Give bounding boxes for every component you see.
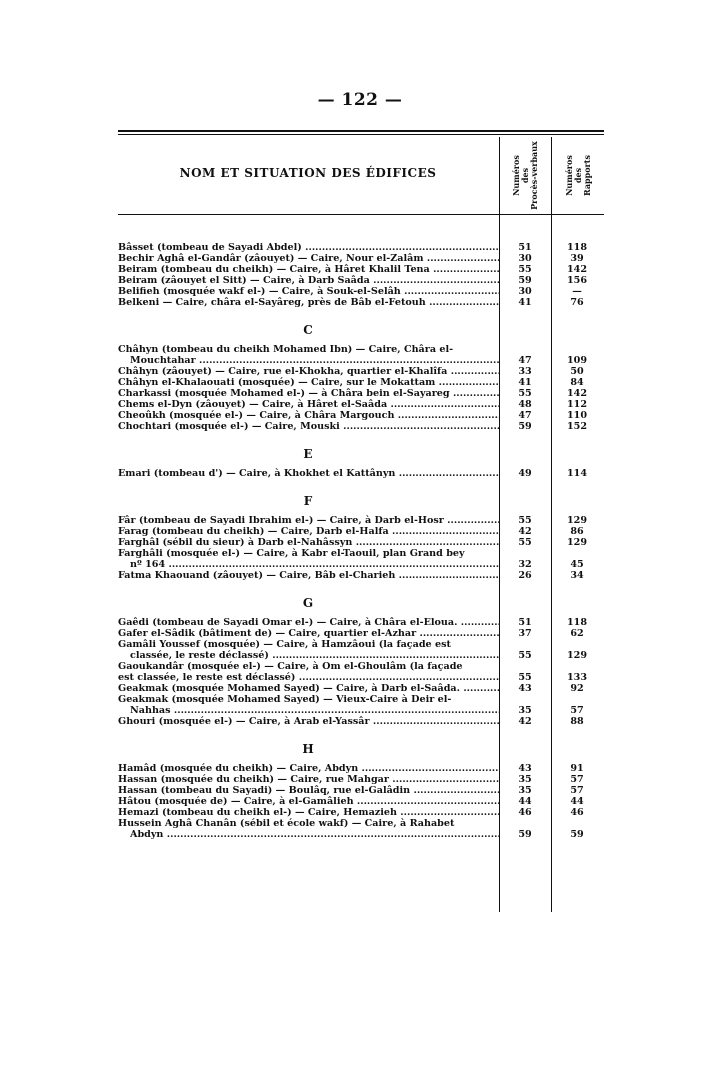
index-entry xyxy=(118,377,604,388)
index-entry xyxy=(118,344,604,366)
index-entry xyxy=(118,388,604,399)
index-entry xyxy=(118,763,604,774)
header-col1-line: Numéros xyxy=(511,154,522,196)
entry-name xyxy=(118,286,499,297)
entry-line: Beiram (zâouyet el Sitt) — Caire, à Darb Saâda ..... xyxy=(118,275,499,286)
index-entry xyxy=(118,774,604,785)
entry-line: Emari (tombeau d') — Caire, à Khokhet el Kattânyn ..... xyxy=(118,468,499,479)
rapport-number: 57 xyxy=(570,705,584,716)
entry-line: nº 164 ..... xyxy=(118,559,499,570)
rapport-number: 114 xyxy=(566,468,588,479)
rapport-number: 129 xyxy=(566,515,588,526)
entry-name xyxy=(118,421,499,432)
rapport-number: 133 xyxy=(566,672,588,683)
entry-name xyxy=(118,716,499,727)
rapport-number: 57 xyxy=(570,785,584,796)
entry-line: Charkassi (mosquée Mohamed el-) — à Châra bein el-Sayareg ..... xyxy=(118,388,499,399)
index-entry xyxy=(118,515,604,526)
rapport-number: 45 xyxy=(570,559,584,570)
proces-verbal-number: 30 xyxy=(518,286,532,297)
index-entry xyxy=(118,683,604,694)
entry-name xyxy=(118,628,499,639)
entry-name xyxy=(118,297,499,308)
entry-name xyxy=(118,253,499,264)
top-rule xyxy=(118,130,604,132)
rapport-number: 129 xyxy=(566,537,588,548)
proces-verbal-number: 43 xyxy=(518,683,532,694)
index-entry xyxy=(118,286,604,297)
rapport-number: 59 xyxy=(570,829,584,840)
rapport-number: 110 xyxy=(566,410,588,421)
proces-verbal-number: 59 xyxy=(518,421,532,432)
entry-line: Belifieh (mosquée wakf el-) — Caire, à Souk-el-Selâh ..... xyxy=(118,286,499,297)
section-letter: C xyxy=(303,323,313,337)
rapport-number: 76 xyxy=(570,297,584,308)
rapport-number: 46 xyxy=(570,807,584,818)
index-entry xyxy=(118,716,604,727)
entry-name xyxy=(118,537,499,548)
entry-line: Fatma Khaouand (zâouyet) — Caire, Bâb el-Charieh ..... xyxy=(118,570,499,581)
entry-name xyxy=(118,388,499,399)
table-header-proces-verbaux xyxy=(500,138,551,212)
entry-line: Bechir Aghâ el-Gandâr (zâouyet) — Caire, Nour el-Zalâm ..... xyxy=(118,253,499,264)
entry-line: Hassan (tombeau du Sayadi) — Boulâq, rue el-Galâdin ..... xyxy=(118,785,499,796)
rapport-number: 118 xyxy=(566,242,588,253)
header-col2-line: des xyxy=(572,167,583,183)
rapport-number: — xyxy=(572,286,582,297)
entry-line: Abdyn ..... xyxy=(118,829,499,840)
entry-name xyxy=(118,807,499,818)
entry-line: Hussein Aghâ Chanân (sébil et école wakf) — Caire, à Rahabet xyxy=(118,818,455,829)
section-letter: F xyxy=(303,494,313,508)
entry-line: Bâsset (tombeau de Sayadi Abdel) ..... xyxy=(118,242,499,253)
index-entry xyxy=(118,264,604,275)
entry-name xyxy=(118,683,499,694)
entry-line: Chochtari (mosquée el-) — Caire, Mouski ..... xyxy=(118,421,499,432)
proces-verbal-number: 48 xyxy=(518,399,532,410)
index-entry xyxy=(118,818,604,840)
entry-name xyxy=(118,468,499,479)
index-entry xyxy=(118,526,604,537)
proces-verbal-number: 26 xyxy=(518,570,532,581)
rapport-number: 112 xyxy=(566,399,588,410)
section-letter: G xyxy=(302,596,314,610)
index-entry xyxy=(118,548,604,570)
proces-verbal-number: 55 xyxy=(518,515,532,526)
proces-verbal-number: 59 xyxy=(518,829,532,840)
entry-name xyxy=(118,264,499,275)
table-header-rapports xyxy=(552,138,604,212)
rapport-number: 34 xyxy=(570,570,584,581)
header-col2-line: Rapports xyxy=(581,154,592,196)
entry-line: Mouchtahar ..... xyxy=(118,355,499,366)
entry-line: Fâr (tombeau de Sayadi Ibrahim el-) — Caire, à Darb el-Hosr ..... xyxy=(118,515,499,526)
entry-line: Hassan (mosquée du cheikh) — Caire, rue Mahgar ..... xyxy=(118,774,499,785)
entry-name xyxy=(118,639,499,661)
proces-verbal-number: 46 xyxy=(518,807,532,818)
index-entry xyxy=(118,421,604,432)
section-letter: H xyxy=(302,742,314,756)
proces-verbal-number: 37 xyxy=(518,628,532,639)
index-entry xyxy=(118,410,604,421)
entry-line: Gaêdi (tombeau de Sayadi Omar el-) — Caire, à Châra el-Eloua. ..... xyxy=(118,617,499,628)
entry-line: Hamâd (mosquée du cheikh) — Caire, Abdyn ..... xyxy=(118,763,499,774)
entry-name xyxy=(118,344,499,366)
proces-verbal-number: 55 xyxy=(518,388,532,399)
entry-line: Gamâli Youssef (mosquée) — Caire, à Hamzâoui (la façade est xyxy=(118,639,451,650)
entry-name xyxy=(118,570,499,581)
index-entry xyxy=(118,639,604,661)
entry-name xyxy=(118,410,499,421)
rapport-number: 129 xyxy=(566,650,588,661)
rapport-number: 92 xyxy=(570,683,584,694)
proces-verbal-number: 51 xyxy=(518,617,532,628)
entry-line: Farghâli (mosquée el-) — Caire, à Kabr el-Taouil, plan Grand bey xyxy=(118,548,465,559)
proces-verbal-number: 55 xyxy=(518,650,532,661)
index-entry xyxy=(118,399,604,410)
proces-verbal-number: 44 xyxy=(518,796,532,807)
entry-name xyxy=(118,366,499,377)
proces-verbal-number: 32 xyxy=(518,559,532,570)
rapport-number: 84 xyxy=(570,377,584,388)
index-entry xyxy=(118,537,604,548)
entry-name xyxy=(118,694,499,716)
entry-line: Farag (tombeau du cheikh) — Caire, Darb el-Halfa ..... xyxy=(118,526,499,537)
rapport-number: 57 xyxy=(570,774,584,785)
table-header-title: NOM ET SITUATION DES ÉDIFICES xyxy=(179,166,437,180)
entry-line: Hemazi (tombeau du cheikh el-) — Caire, Hemazieh ..... xyxy=(118,807,499,818)
proces-verbal-number: 33 xyxy=(518,366,532,377)
entry-name xyxy=(118,526,499,537)
entry-line: Gafer el-Sâdik (bâtiment de) — Caire, quartier el-Azhar ..... xyxy=(118,628,499,639)
header-col1-line: Procès-verbaux xyxy=(529,140,540,210)
header-col1-line: des xyxy=(520,167,531,183)
index-entry xyxy=(118,661,604,683)
proces-verbal-number: 35 xyxy=(518,774,532,785)
index-entry xyxy=(118,275,604,286)
index-table-body xyxy=(118,242,604,840)
entry-line: Nahhas ..... xyxy=(118,705,499,716)
proces-verbal-number: 49 xyxy=(518,468,532,479)
index-entry xyxy=(118,694,604,716)
entry-name xyxy=(118,377,499,388)
rapport-number: 142 xyxy=(566,388,588,399)
entry-name xyxy=(118,275,499,286)
index-entry xyxy=(118,785,604,796)
entry-line: Chems el-Dyn (zâouyet) — Caire, à Hâret el-Saâda ..... xyxy=(118,399,499,410)
entry-name xyxy=(118,515,499,526)
proces-verbal-number: 55 xyxy=(518,672,532,683)
proces-verbal-number: 59 xyxy=(518,275,532,286)
proces-verbal-number: 41 xyxy=(518,297,532,308)
proces-verbal-number: 42 xyxy=(518,526,532,537)
proces-verbal-number: 55 xyxy=(518,264,532,275)
index-entry xyxy=(118,366,604,377)
entry-line: Ghouri (mosquée el-) — Caire, à Arab el-Yassâr ..... xyxy=(118,716,499,727)
header-col2-line: Numéros xyxy=(563,154,574,196)
proces-verbal-number: 35 xyxy=(518,705,532,716)
entry-name xyxy=(118,242,499,253)
entry-line: Geakmak (mosquée Mohamed Sayed) — Vieux-Caire à Deir el- xyxy=(118,694,452,705)
entry-line: Geakmak (mosquée Mohamed Sayed) — Caire, à Darb el-Saâda. ..... xyxy=(118,683,499,694)
index-entry xyxy=(118,468,604,479)
index-entry xyxy=(118,253,604,264)
entry-line: Châhyn el-Khalaouati (mosquée) — Caire, sur le Mokattam ..... xyxy=(118,377,499,388)
index-entry xyxy=(118,628,604,639)
rapport-number: 50 xyxy=(570,366,584,377)
rapport-number: 156 xyxy=(566,275,588,286)
entry-line: Hâtou (mosquée de) — Caire, à el-Gamâlieh ..... xyxy=(118,796,499,807)
proces-verbal-number: 30 xyxy=(518,253,532,264)
entry-line: Farghâl (sébil du sieur) à Darb el-Nahâssyn ..... xyxy=(118,537,499,548)
entry-name xyxy=(118,796,499,807)
entry-line: Gaoukandâr (mosquée el-) — Caire, à Om el-Ghoulâm (la façade xyxy=(118,661,463,672)
entry-line: Belkeni — Caire, châra el-Sayâreg, près de Bâb el-Fetouh ..... xyxy=(118,297,499,308)
entry-line: Beiram (tombeau du cheikh) — Caire, à Hâret Khalil Tena ..... xyxy=(118,264,499,275)
proces-verbal-number: 47 xyxy=(518,410,532,421)
proces-verbal-number: 42 xyxy=(518,716,532,727)
proces-verbal-number: 35 xyxy=(518,785,532,796)
proces-verbal-number: 43 xyxy=(518,763,532,774)
top-rule-thin xyxy=(118,134,604,135)
entry-name xyxy=(118,785,499,796)
index-entry xyxy=(118,807,604,818)
proces-verbal-number: 41 xyxy=(518,377,532,388)
rapport-number: 152 xyxy=(566,421,588,432)
proces-verbal-number: 47 xyxy=(518,355,532,366)
entry-line: classée, le reste déclassé) ..... xyxy=(118,650,499,661)
section-letter: E xyxy=(303,447,313,461)
rapport-number: 44 xyxy=(570,796,584,807)
rapport-number: 142 xyxy=(566,264,588,275)
entry-line: Cheoûkh (mosquée el-) — Caire, à Châra Margouch ..... xyxy=(118,410,499,421)
entry-line: Châhyn (tombeau du cheikh Mohamed Ibn) — Caire, Châra el- xyxy=(118,344,454,355)
rapport-number: 62 xyxy=(570,628,584,639)
entry-line: Châhyn (zâouyet) — Caire, rue el-Khokha, quartier el-Khalîfa ..... xyxy=(118,366,499,377)
index-entry xyxy=(118,617,604,628)
entry-name xyxy=(118,763,499,774)
rapport-number: 118 xyxy=(566,617,588,628)
index-entry xyxy=(118,796,604,807)
proces-verbal-number: 51 xyxy=(518,242,532,253)
entry-name xyxy=(118,818,499,840)
entry-name xyxy=(118,661,499,683)
proces-verbal-number: 55 xyxy=(518,537,532,548)
entry-name xyxy=(118,548,499,570)
index-entry xyxy=(118,297,604,308)
rapport-number: 109 xyxy=(566,355,588,366)
index-entry xyxy=(118,570,604,581)
rapport-number: 91 xyxy=(570,763,584,774)
entry-name xyxy=(118,774,499,785)
index-entry xyxy=(118,242,604,253)
entry-name xyxy=(118,399,499,410)
rapport-number: 39 xyxy=(570,253,584,264)
rapport-number: 88 xyxy=(570,716,584,727)
entry-name xyxy=(118,617,499,628)
header-rule xyxy=(118,214,604,215)
rapport-number: 86 xyxy=(570,526,584,537)
entry-line: est classée, le reste est déclassé) ..... xyxy=(118,672,499,683)
page-number: — 122 — xyxy=(317,90,403,110)
